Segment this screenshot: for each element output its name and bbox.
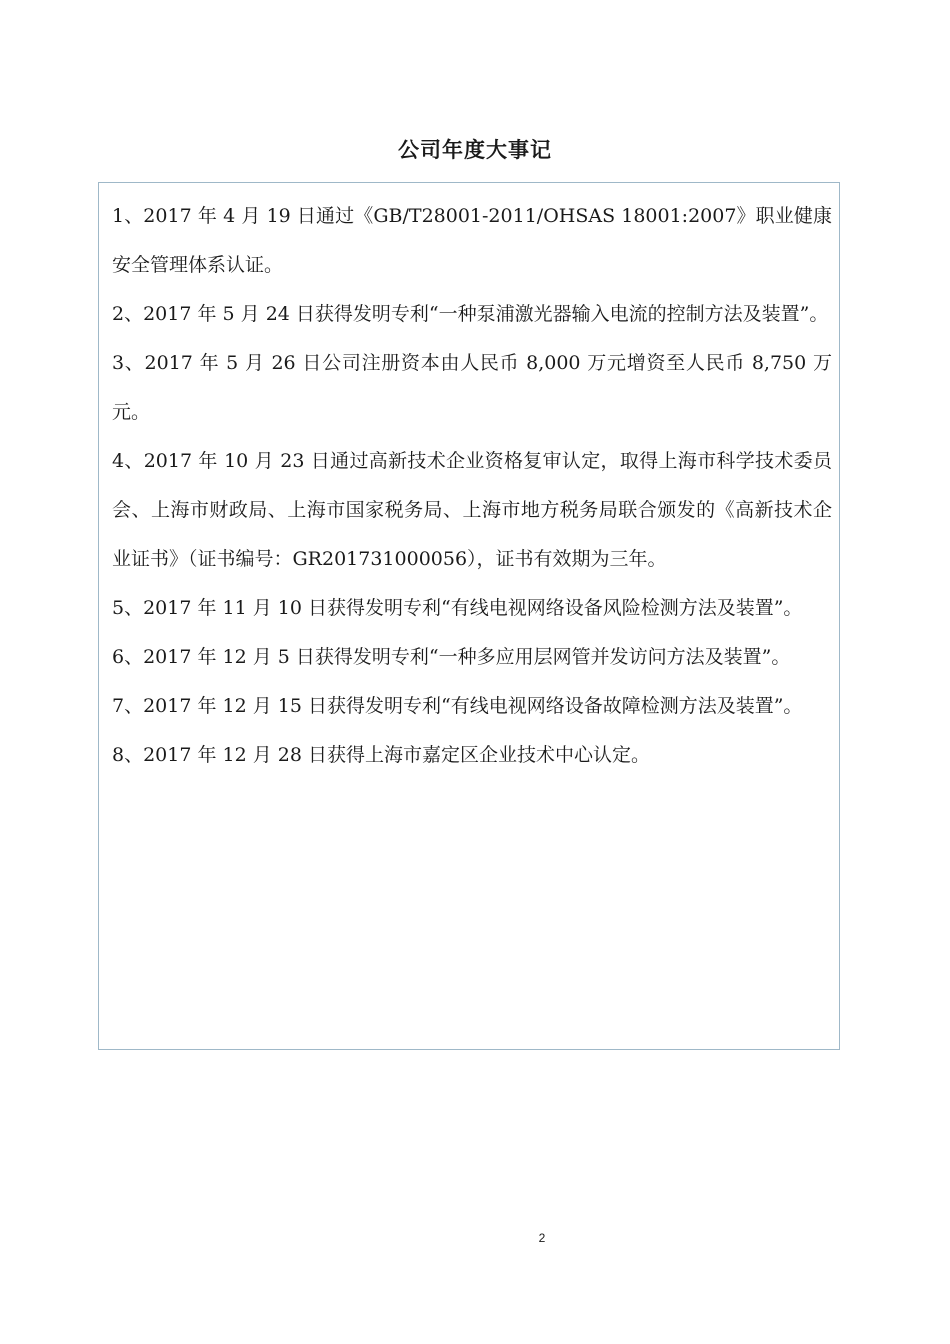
event-item-5: 5、2017 年 11 月 10 日获得发明专利“有线电视网络设备风险检测方法及装置”。: [112, 597, 803, 619]
event-item-1: 1、2017 年 4 月 19 日通过《GB/T28001-2011/OHSAS 18001:2007》职业健康安全管理体系认证。: [112, 205, 832, 276]
event-item-8: 8、2017 年 12 月 28 日获得上海市嘉定区企业技术中心认定。: [112, 744, 650, 766]
event-item-7: 7、2017 年 12 月 15 日获得发明专利“有线电视网络设备故障检测方法及装置”。: [112, 695, 803, 717]
event-item-4: 4、2017 年 10 月 23 日通过高新技术企业资格复审认定，取得上海市科学技术委员会、上海市财政局、上海市国家税务局、上海市地方税务局联合颁发的《高新技术企业证书》（证书编号：GR201731000056），证书有效期为三年。: [112, 450, 832, 570]
event-item-3: 3、2017 年 5 月 26 日公司注册资本由人民币 8,000 万元增资至人民币 8,750 万元。: [112, 352, 832, 423]
page-number: 2: [538, 1231, 546, 1245]
page-title: 公司年度大事记: [398, 138, 552, 162]
event-item-6: 6、2017 年 12 月 5 日获得发明专利“一种多应用层网管并发访问方法及装置”。: [112, 646, 791, 668]
event-list: [112, 192, 832, 780]
event-item-2: 2、2017 年 5 月 24 日获得发明专利“一种泵浦激光器输入电流的控制方法及装置”。: [112, 303, 829, 325]
